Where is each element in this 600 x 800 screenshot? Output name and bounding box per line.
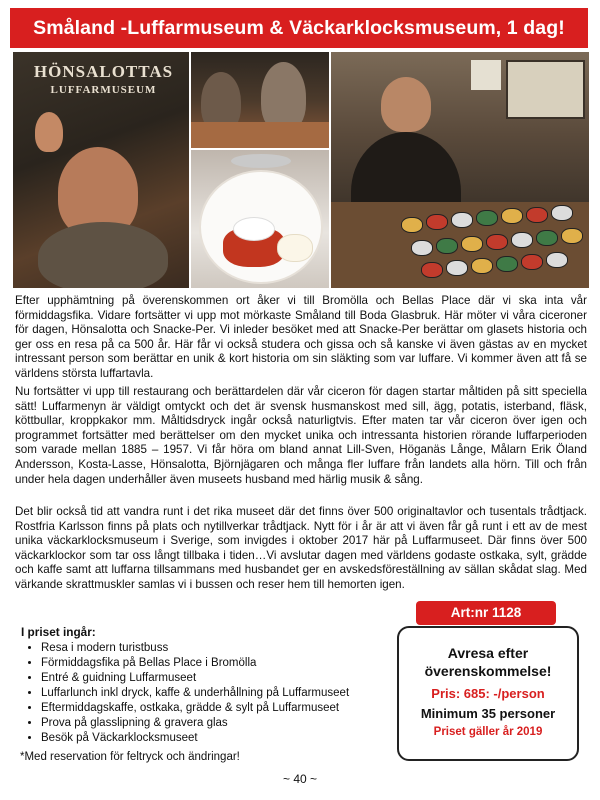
alarm-clock: [536, 230, 558, 246]
buffet-table: [191, 122, 329, 148]
article-number-badge: Art:nr 1128: [416, 601, 556, 625]
included-item: • Entré & guidning Luffarmuseet: [41, 671, 401, 686]
alarm-clock: [546, 252, 568, 268]
sign-line-2: LUFFARMUSEUM: [50, 84, 157, 96]
cheesecake: [277, 234, 313, 262]
framed-picture-small: [471, 60, 501, 90]
included-item: • Resa i modern turistbuss: [41, 641, 401, 656]
photo-alarm-clock-museum: [331, 52, 589, 288]
alarm-clock: [436, 238, 458, 254]
included-item: • Besök på Väckarklocksmuseet: [41, 731, 401, 746]
photo-dessert-plate: [191, 150, 329, 288]
alarm-clock: [461, 236, 483, 252]
alarm-clock: [451, 212, 473, 228]
alarm-clock: [401, 217, 423, 233]
host-face: [381, 77, 431, 132]
alarm-clock: [411, 240, 433, 256]
page-title-banner: Småland -Luffarmuseum & Väckarklocksmuseum, 1 dag!: [10, 8, 588, 48]
included-heading: I priset ingår:: [21, 625, 96, 639]
included-item: • Prova på glasslipning & gravera glas: [41, 716, 401, 731]
alarm-clock: [496, 256, 518, 272]
alarm-clock: [501, 208, 523, 224]
included-item: • Eftermiddagskaffe, ostkaka, grädde & sylt på Luffarmuseet: [41, 701, 401, 716]
price-box: [397, 626, 579, 761]
alarm-clock: [561, 228, 583, 244]
alarm-clock: [421, 262, 443, 278]
waving-hand: [35, 112, 63, 152]
alarm-clock: [486, 234, 508, 250]
dessert-plate: [199, 170, 323, 284]
departure-info: [399, 644, 577, 680]
included-item: • Luffarlunch inkl dryck, kaffe & underhållning på Luffarmuseet: [41, 686, 401, 701]
included-section: [21, 625, 401, 746]
alarm-clock: [551, 205, 573, 221]
alarm-clock: [446, 260, 468, 276]
included-item: • Förmiddagsfika på Bellas Place i Bromölla: [41, 656, 401, 671]
disclaimer-note: *Med reservation för feltryck och ändringar!: [20, 751, 240, 763]
alarm-clock: [426, 214, 448, 230]
alarm-clock: [526, 207, 548, 223]
alarm-clock: [521, 254, 543, 270]
alarm-clock: [511, 232, 533, 248]
alarm-clock: [476, 210, 498, 226]
departure-line-2: överenskommelse!: [424, 663, 552, 679]
framed-picture: [506, 60, 585, 119]
page-number: ~ 40 ~: [282, 772, 318, 786]
price-validity: Priset gäller år 2019: [433, 726, 543, 738]
alarm-clock: [471, 258, 493, 274]
paragraph-lunch: Nu fortsätter vi upp till restaurang och berättardelen där vår ciceron för dagen startar måltiden på sitt speciella sätt! Luffarmenyn är väldigt omtyckt och det är svensk husmanskost med sill, ägg, potatis, isterband, fläsk, köttbullar, kroppkakor mm. Måltidsdryck ingår också naturligtvis. Efter maten tar vår ciceron över igen och programmet fortsätter med berättelser om den mycket unika och intressanta historien rörande luffarperioden som varade mellan 1885 – 1957. Vi får höra om bland annat Lill-Sven, Höganäs Långe, Målarn Erik Öland Andersson, Kosta-Lasse, Hönsalotta, Björnjägaren och många fler luffare från landets alla hörn. Till och från under hela dagen underhåller även museets husband med härlig musik & sång.: [15, 385, 587, 486]
minimum-participants: Minimum 35 personer: [420, 706, 556, 721]
paragraph-intro: Efter upphämtning på överenskommen ort åker vi till Bromölla och Bellas Place där vi ska inta vår förmiddagsfika. Vidare fortsätter vi upp mot mörkaste Småland till Boda Glasbruk. Här möter vi våra ciceroner för dagen, Hönsalotta och Snacke-Per. Vi inleder besöket med att Snacke-Per berättar om glasets historia och ger oss en resa på ca 500 år. Här får vi också studera och gissa och så kanske vi även gästas av en mycket intressant person som berättar en unik & kort historia om sin släkting som var luffare. Vi kommer även att få se världens största luffartavla.: [15, 294, 587, 380]
price-text: Pris: 685: -/person: [431, 686, 545, 701]
sign-line-1: HÖNSALOTTAS: [33, 62, 174, 81]
spoon: [231, 154, 291, 168]
person-body: [38, 222, 168, 288]
photo-buffet-guests: [191, 52, 329, 148]
whipped-cream: [233, 217, 275, 241]
included-list: [21, 641, 401, 746]
paragraph-museum: Det blir också tid att vandra runt i det rika museet där det finns över 500 originaltavlor och tusentals trådtjack. Rostfria Karlsson finns på plats och nytillverkar trådtjack. Nytt för i år är att vi även får gå runt i ett av de mest unika väckarklocksmuseum i Sverige, som invigdes i oktober 2017 här på Luffarmuseet. Där finns över 500 väckarklockor som tar oss långt tillbaka i tiden…Vi avslutar dagen med världens godaste ostkaka, sylt, grädde och kaffe samt att luffarna tillsammans med husbandet ger en avskedsföreställning av sällan skådat slag. Med värkande skrattmuskler samlas vi i bussen och reser hem till hemorten igen.: [15, 505, 587, 591]
departure-line-1: Avresa efter: [447, 645, 529, 661]
museum-sign: [31, 62, 176, 96]
photo-host-waving: [13, 52, 189, 288]
